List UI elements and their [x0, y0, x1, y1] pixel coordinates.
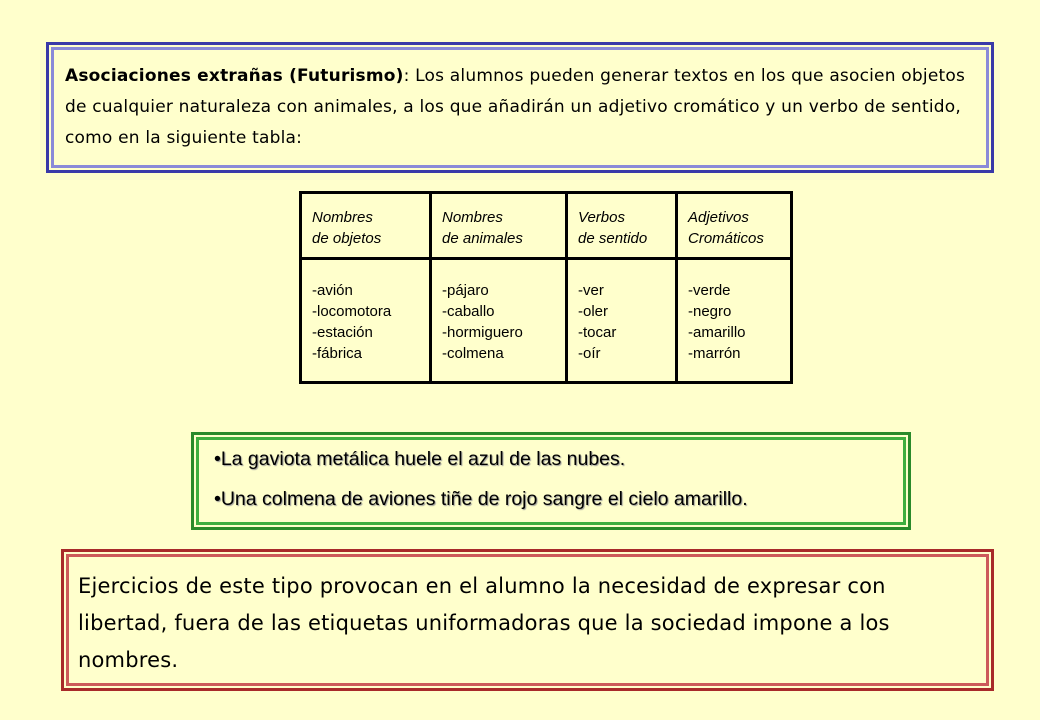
column-header: Nombres de animales: [432, 194, 565, 260]
table-column-animals: [432, 194, 568, 381]
intro-title: Asociaciones extrañas (Futurismo): [65, 66, 404, 86]
examples-box: [191, 432, 911, 530]
table-column-verbs: [568, 194, 678, 381]
list-item: -hormiguero: [442, 324, 523, 341]
example-sentence: •Una colmena de aviones tiñe de rojo sangre el cielo amarillo.: [214, 488, 748, 510]
example-sentence: •La gaviota metálica huele el azul de las nubes.: [214, 448, 626, 470]
list-item: -amarillo: [688, 324, 746, 341]
column-header: Nombres de objetos: [302, 194, 429, 260]
conclusion-box: [61, 549, 994, 691]
list-item: -colmena: [442, 345, 504, 362]
table-column-adjectives: [678, 194, 790, 381]
list-item: -tocar: [578, 324, 617, 341]
column-header: Adjetivos Cromáticos: [678, 194, 790, 260]
list-item: -oír: [578, 345, 601, 362]
list-item: -negro: [688, 303, 732, 320]
column-items: [432, 260, 565, 364]
words-table: [299, 191, 793, 384]
intro-box: [46, 42, 994, 173]
list-item: -avión: [312, 282, 353, 299]
list-item: -locomotora: [312, 303, 392, 320]
list-item: -pájaro: [442, 282, 489, 299]
intro-text: : Los alumnos pueden generar textos en los que asocien objetos de cualquier naturaleza con animales, a los que añadirán un adjetivo cromático y un verbo de sentido, como en la siguiente tabla:: [65, 66, 965, 148]
list-item: -fábrica: [312, 345, 363, 362]
list-item: -verde: [688, 282, 731, 299]
list-item: -ver: [578, 282, 604, 299]
conclusion-text: Ejercicios de este tipo provocan en el alumno la necesidad de expresar con libertad, fuera de las etiquetas uniformadoras que la sociedad impone a los nombres.: [78, 574, 890, 672]
column-items: [302, 260, 429, 364]
list-item: -marrón: [688, 345, 741, 362]
list-item: -estación: [312, 324, 373, 341]
column-items: [568, 260, 675, 364]
table-column-objects: [302, 194, 432, 381]
list-item: -caballo: [442, 303, 495, 320]
column-items: [678, 260, 790, 364]
list-item: -oler: [578, 303, 609, 320]
column-header: Verbos de sentido: [568, 194, 675, 260]
